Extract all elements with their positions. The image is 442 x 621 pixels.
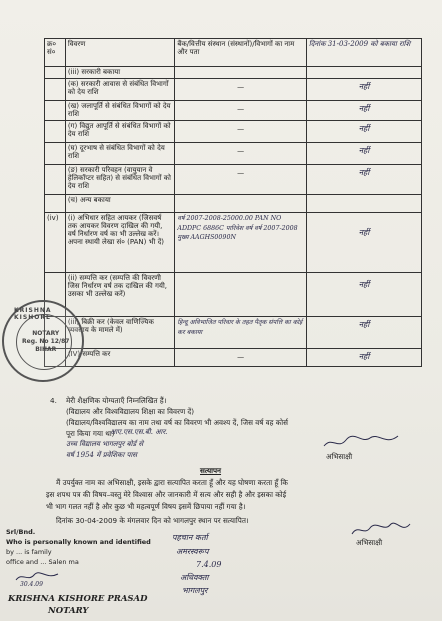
table-header-row	[45, 39, 422, 67]
table-row	[45, 143, 422, 165]
header-bank: बैंक/वित्तीय संस्थान (संस्थानों)/विभागों का नाम और पता	[175, 39, 307, 67]
notary-title: NOTARY	[48, 606, 89, 616]
table-row	[45, 79, 422, 101]
hw-identifier-3: 7.4.09	[196, 560, 222, 569]
row-label: (i) अभिधार सहित आयकर (जिसवर्ष तक आयकर विवरण दाखिल की गयी, वर्ष निर्धारण वर्ष का भी उल्लेख करें। अपना स्थायी लेखा सं० (PAN) भी दें)	[65, 213, 175, 273]
row-label: (IV) सम्पत्ति कर	[65, 349, 175, 367]
row-amount: नहीं	[358, 104, 370, 113]
row-bank: —	[237, 125, 245, 133]
header-date: दिनांक 31-03-2009 को बकाया राशि	[306, 39, 421, 67]
hw-identifier-5: भागलपुर	[182, 586, 208, 595]
verification-text-1: मैं उपर्युक्त नाम का अभिसाक्षी, इसके द्वारा सत्यापित करता हूँ और यह घोषणा करता हूँ कि	[56, 478, 288, 487]
row-amount: नहीं	[358, 280, 370, 289]
identified-line-2: Who is personally known and identified	[6, 538, 151, 546]
verification-heading: सत्यापन	[200, 466, 222, 475]
row-label: (घ) दूरभाष से संबंधित विभागों को देय राशि	[65, 143, 175, 165]
table-row	[45, 101, 422, 121]
row-amount: नहीं	[358, 82, 370, 91]
section4-line2: (विद्यालय/विश्वविद्यालय का नाम तथा वर्ष का विवरण भी अवश्य दें, जिस वर्ष वह कोर्स	[66, 418, 289, 427]
notary-seal-stamp	[2, 300, 84, 382]
row-amount: नहीं	[358, 320, 370, 329]
row-amount: नहीं	[358, 124, 370, 133]
verification-text-2: इस शपथ पत्र की विषय–वस्तु मेरे विश्वास और जानकारी में सत्य और सही है और इसका कोई	[46, 490, 287, 499]
stamp-text-top: KRISHNA KISHORE	[14, 307, 52, 321]
deponent-label-1: अभिसाक्षी	[326, 452, 353, 461]
section4-number: 4.	[50, 396, 57, 405]
deponent-label-2: अभिसाक्षी	[356, 538, 383, 547]
row-label: (ङ) सरकारी परिवहन (वायुयान वे हेलिकॉप्टर सहित) से संबंधित विभागों को देय राशि	[65, 165, 175, 195]
table-row	[45, 213, 422, 273]
identified-line-3: by ... is family	[6, 548, 52, 556]
row-bank: हिन्दू अविभाजित परिवार के तहत पैतृक संपत्ति का कोई कर बकाया	[177, 319, 303, 336]
hw-identifier-2: अमरस्वरूप	[176, 547, 209, 556]
table-row	[45, 67, 422, 79]
row-bank: —	[237, 147, 245, 155]
row-label: (ग) विद्युत आपूर्ति से संबंधित विभागों को देय राशि	[65, 121, 175, 143]
table-row	[45, 121, 422, 143]
row-bank: वर्ष 2007-2008-25000.00 PAN NO ADDPC 6886C पारिवेश वर्ष वर्ष 2007-2008 मुख्य AAGHS0090N	[177, 215, 298, 241]
hw-education-1: आए.एस.एस.बी. आर.	[110, 428, 168, 436]
row-label: (ख) जलापूर्ति से संबंधित विभागों को देय राशि	[65, 101, 175, 121]
notary-name: KRISHNA KISHORE PRASAD	[8, 594, 148, 604]
hw-identifier-4: अधिवक्ता	[180, 573, 209, 582]
row-amount: नहीं	[358, 352, 370, 361]
row-amount: नहीं	[358, 228, 370, 237]
verification-text-3: भी भाग गलत नहीं है और कुछ भी महत्वपूर्ण विषय इसमें छिपाया नहीं गया है।	[46, 502, 246, 511]
notary-initial-date: 30.4.09	[20, 581, 43, 588]
table-row	[45, 317, 422, 349]
table-row	[45, 273, 422, 317]
row-bank: —	[237, 353, 245, 361]
row-label: (iii) बिक्री कर (केवल वाणिज्यिक व्यवसाय के मामले में)	[65, 317, 175, 349]
row-bank: —	[237, 169, 245, 177]
header-serial: क्र० सं०	[45, 39, 66, 67]
deponent-signature-2	[350, 520, 412, 540]
section4-title: मेरी शैक्षणिक योग्यताएँ निम्नलिखित हैं।	[66, 396, 167, 405]
hw-identifier-1: पहचान कर्ता	[172, 533, 208, 542]
row-amount: नहीं	[358, 146, 370, 155]
header-description: विवरण	[65, 39, 175, 67]
identified-line-1: Srl/Bnd.	[6, 528, 36, 536]
section4-line1: (विद्यालय और विश्वविद्यालय शिक्षा का विवरण दें)	[66, 407, 195, 416]
section4-line3: पूरा किया गया था)	[66, 429, 115, 438]
row-bank: —	[237, 105, 245, 113]
row-label: (ii) सम्पत्ति कर (सम्पत्ति की विवरणी जिस निर्धारण वर्ष तक दाखिल की गयी, उसका भी उल्लेख करें)	[65, 273, 175, 317]
table-row	[45, 195, 422, 213]
hw-education-2: उच्च विद्यालय भागलपुर बोर्ड से	[66, 440, 144, 448]
table-row	[45, 349, 422, 367]
row-label: (iii) सरकारी बकाया	[65, 67, 175, 79]
row-amount: नहीं	[358, 168, 370, 177]
liabilities-table	[44, 38, 422, 367]
deponent-signature-1	[322, 432, 400, 452]
stamp-text-mid: NOTARY Reg. No 12/87 BIHAR	[22, 330, 70, 353]
row-label: (क) सरकारी आवास से संबंधित विभागों को देय राशि	[65, 79, 175, 101]
row-serial: (iv)	[45, 213, 66, 273]
row-label: (च) अन्य बकाया	[65, 195, 175, 213]
verification-date-line: दिनांक 30-04-2009 के मंगलवार दिन को भागलपुर स्थान पर सत्यापित।	[56, 516, 249, 525]
identified-line-4: office and ... Salen ma	[6, 558, 79, 566]
row-bank: —	[237, 83, 245, 91]
hw-education-3: वर्ष 1954 में प्रवेशिका पास	[66, 451, 137, 459]
table-row	[45, 165, 422, 195]
